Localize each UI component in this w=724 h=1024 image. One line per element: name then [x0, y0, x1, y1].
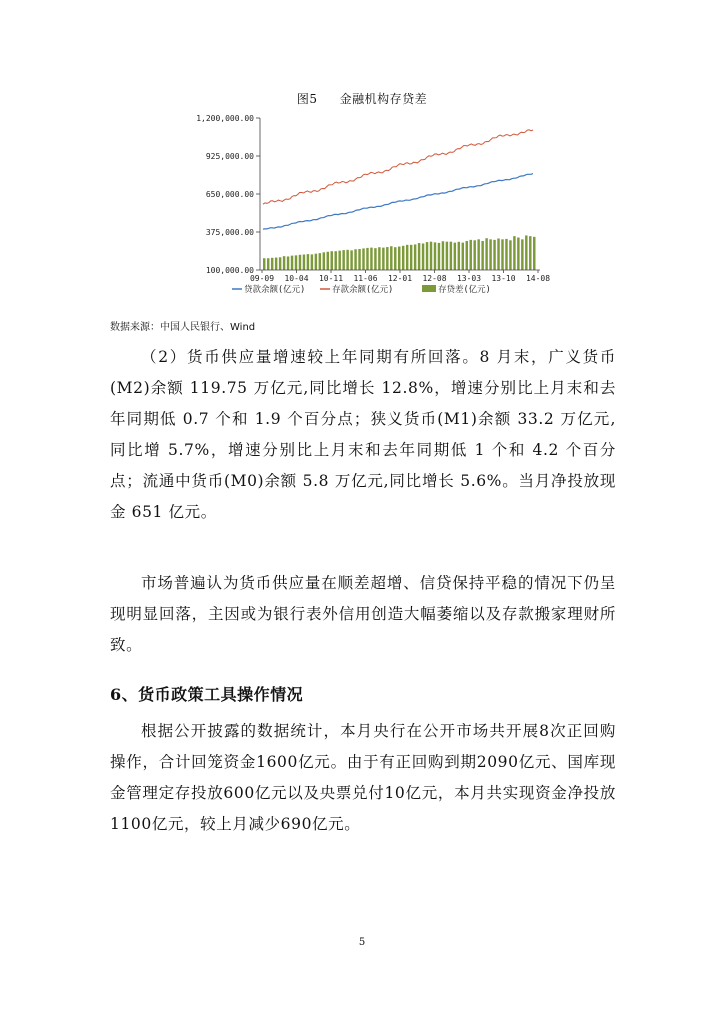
gap-bar: [323, 252, 325, 270]
gap-bar: [354, 249, 356, 270]
gap-bar: [517, 238, 519, 270]
gap-bar: [410, 245, 412, 270]
gap-bar: [438, 243, 440, 270]
gap-bar: [271, 258, 273, 270]
paragraph-money-supply: （2）货币供应量增速较上年同期有所回落。8 月末，广义货币(M2)余额 119.75 万亿元,同比增长 12.8%，增速分别比上月末和去年同期低 0.7 个和 1.9 个百分点；狭义货币(M1)余额 33.2 万亿元,同比增 5.7%，增速分别比上月末和去年同期低 1 个和 4.2 个百分点；流通中货币(M0)余额 5.8 万亿元,同比增长 5.6%。当月净投放现金 651 亿元。: [110, 348, 616, 521]
gap-bar: [418, 243, 420, 270]
gap-bar: [366, 248, 368, 270]
gap-bar: [350, 250, 352, 270]
gap-bar: [454, 243, 456, 270]
gap-bar: [342, 250, 344, 270]
gap-bar: [386, 247, 388, 270]
gap-bar: [338, 251, 340, 270]
gap-bar: [394, 247, 396, 270]
gap-bar: [458, 242, 460, 270]
gap-bar: [469, 240, 471, 270]
section-heading: 6、货币政策工具操作情况: [110, 685, 304, 704]
x-tick-label: 11-06: [353, 274, 378, 283]
gap-bar: [319, 253, 321, 270]
gap-bar: [275, 258, 277, 270]
gap-bar: [505, 239, 507, 270]
gap-bar: [295, 255, 297, 270]
y-tick-label: 1,200,000.00: [196, 114, 254, 123]
gap-bar: [346, 250, 348, 270]
gap-bar: [521, 239, 523, 270]
y-axis: [196, 114, 260, 275]
gap-bar: [382, 248, 384, 270]
paragraph-market-view: 市场普遍认为货币供应量在顺差超增、信贷保持平稳的情况下仍呈现明显回落，主因或为银行表外信用创造大幅萎缩以及存款搬家理财所致。: [110, 574, 616, 654]
gap-bar: [279, 257, 281, 270]
chart-legend: [232, 284, 491, 295]
data-source: 数据来源：中国人民银行、Wind: [110, 322, 256, 333]
gap-bar: [311, 254, 313, 270]
page-number: 5: [358, 937, 366, 948]
gap-bar: [533, 237, 535, 270]
x-tick-label: 13-03: [456, 274, 482, 283]
gap-bar: [315, 254, 317, 270]
gap-bar: [430, 242, 432, 270]
x-tick-label: 14-08: [525, 274, 550, 283]
gap-bar: [477, 239, 479, 270]
x-tick-label: 12-08: [422, 274, 447, 283]
legend-swatch: [422, 285, 436, 292]
figure-caption: 金融机构存贷差: [339, 92, 428, 106]
figure-number: 图5: [296, 92, 318, 106]
gap-bar: [450, 242, 452, 270]
gap-bar: [513, 236, 515, 270]
gap-bar: [414, 244, 416, 270]
x-tick-label: 09-09: [249, 274, 275, 283]
gap-bar: [291, 256, 293, 270]
gap-bar: [493, 240, 495, 270]
gap-bar: [525, 235, 527, 270]
gap-bar: [287, 256, 289, 270]
gap-bar: [362, 248, 364, 270]
y-tick-label: 650,000.00: [205, 190, 254, 199]
gap-bar: [466, 241, 468, 270]
y-tick-label: 925,000.00: [205, 152, 254, 161]
gap-bar: [327, 252, 329, 270]
gap-bar: [497, 238, 499, 270]
x-axis: [250, 270, 550, 283]
gap-bar: [267, 258, 269, 270]
gap-bar: [331, 251, 333, 270]
gap-bar: [481, 241, 483, 270]
x-tick-label: 10-11: [318, 274, 344, 283]
legend-label: 贷款余额(亿元): [244, 285, 306, 295]
gap-bar: [509, 240, 511, 270]
gap-bar: [442, 241, 444, 270]
gap-bar: [406, 245, 408, 270]
figure-title: [0, 90, 724, 107]
gap-bar: [374, 248, 376, 270]
gap-bar: [358, 249, 360, 270]
gap-bar: [485, 238, 487, 270]
gap-bar: [370, 248, 372, 270]
gap-bar: [398, 247, 400, 270]
loan-balance-line: [263, 174, 533, 230]
gap-bar: [462, 243, 464, 270]
gap-bar: [390, 246, 392, 270]
gap-bar: [473, 240, 475, 270]
gap-bar: [334, 251, 336, 270]
gap-bar: [402, 246, 404, 270]
gap-bar: [446, 242, 448, 270]
gap-bar: [434, 242, 436, 270]
gap-bar: [426, 242, 428, 270]
deposit-balance-line: [263, 130, 533, 204]
loan-deposit-chart: [170, 108, 550, 308]
legend-label: 存款余额(亿元): [332, 285, 394, 295]
gap-bar: [299, 255, 301, 270]
gap-bar: [489, 239, 491, 270]
x-tick-label: 12-01: [387, 274, 413, 283]
gap-bar: [378, 247, 380, 270]
x-tick-label: 13-10: [491, 274, 516, 283]
gap-bar: [307, 254, 309, 270]
gap-bar: [529, 236, 531, 270]
x-tick-label: 10-04: [284, 274, 309, 283]
gap-bar: [501, 239, 503, 270]
y-tick-label: 100,000.00: [205, 266, 254, 275]
gap-bar: [303, 255, 305, 270]
gap-bar: [283, 256, 285, 270]
gap-bar: [263, 258, 265, 270]
gap-bar: [422, 243, 424, 270]
legend-label: 存贷差(亿元): [438, 285, 491, 295]
deposit-loan-gap-bars: [263, 235, 535, 270]
y-tick-label: 375,000.00: [205, 228, 254, 237]
paragraph-open-market: 根据公开披露的数据统计，本月央行在公开市场共开展8次正回购操作，合计回笼资金1600亿元。由于有正回购到期2090亿元、国库现金管理定存投放600亿元以及央票兑付10亿元，本月共实现资金净投放1100亿元，较上月减少690亿元。: [110, 722, 616, 833]
